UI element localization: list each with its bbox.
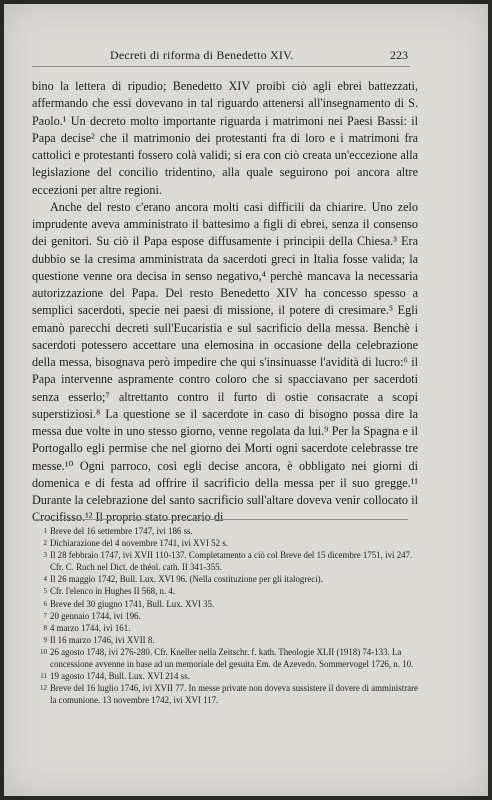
footnote-number: 11 <box>40 672 47 681</box>
footnote-text: 26 agosto 1748, ivi 276-280. Cfr. Kneller nella Zeitschr. f. kath. Theologie XLII (1918) 74-133. La concessione avvenne in base ad un memoriale del gesuita Em. de Azevedo. Sommervogel 1726, n. 10. <box>50 646 414 670</box>
footnote-number: 8 <box>43 623 47 632</box>
main-text <box>32 78 418 527</box>
footnote <box>34 598 418 610</box>
footnote-text: Breve del 16 luglio 1746, ivi XVII 77. In messe private non doveva sussistere il dovere di amministrare la comunione. 13 novembre 1742, ivi XVI 117. <box>50 683 418 706</box>
footnote <box>34 670 418 682</box>
footnote-number: 5 <box>43 587 47 596</box>
book-page <box>4 4 488 796</box>
footnote-number: 9 <box>43 635 47 644</box>
footnote <box>34 646 418 670</box>
footnote <box>34 682 418 706</box>
footnote-text: Il 28 febbraio 1747, ivi XVII 110-137. Completamento a ciò col Breve del 15 dicembre 1751, ivi 247. Cfr. C. Ruch nel Dict. de théol. cath. II 341-355. <box>50 550 413 573</box>
footnote-rule <box>34 519 408 520</box>
footnote <box>34 573 418 585</box>
footnote-text: Breve del 30 giugno 1741, Bull. Lux. XVI 35. <box>50 598 215 609</box>
footnote <box>34 549 418 573</box>
footnote-text: Il 26 maggio 1742, Bull. Lux. XVI 96. (Nella costituzione per gli italogreci). <box>50 574 323 585</box>
footnote <box>34 634 418 646</box>
footnote-text: Il 16 marzo 1746, ivi XVII 8. <box>50 634 155 645</box>
footnote-number: 2 <box>43 539 47 548</box>
footnote-number: 7 <box>43 611 47 620</box>
running-header <box>110 48 408 63</box>
footnote-number: 10 <box>40 647 47 656</box>
paragraph-2: Anche del resto c'erano ancora molti casi difficili da chiarire. Uno zelo imprudente aveva amministrato il battesimo a figli di ebrei, senza il consenso dei genitori. Su ciò il Papa espose diffusamente i principii della Chiesa.³ Era dubbio se la cresima amministrata da sacerdoti greci in Italia fosse valida; la questione venne ora decisa in senso negativo,⁴ perchè mancava la necessaria autorizzazione del Papa. Del resto Benedetto XIV ha concesso spesso a semplici sacerdoti, specie nei paesi di missione, il potere di cresimare.⁵ Egli emanò parecchi decreti sull'Eucaristia e sul sacrificio della messa. Benchè i sacerdoti potessero accettare una elemosina in occasione della celebrazione della messa, bisognava però impedire che qui s'insinuasse l'avidità di lucro:⁶ il Papa intervenne aspramente contro coloro che si spacciavano per sacerdoti senza esserlo;⁷ altrettanto contro il furto di ostie consacrate a scopi superstiziosi.⁸ La questione se il sacerdote in caso di bisogno possa dire la messa due volte in uno stesso giorno, venne regolata da lui.⁹ Per la Spagna e il Portogallo egli permise che nel giorno dei Morti ogni sacerdote celebrasse tre messe.¹⁰ Ogni parroco, così egli decise ancora, è obbligato nei giorni di domenica e di festa ad offrire il sacrificio della messa per il suo gregge.¹¹ Durante la celebrazione del santo sacrificio sull'altare doveva venir collocato il Crocifisso.¹² Il proprio stato precario di <box>32 199 418 525</box>
header-rule <box>32 66 410 67</box>
footnote-text: Breve del 16 settembre 1747, ivi 186 ss. <box>50 526 193 536</box>
footnote-text: Cfr. l'elenco in Hughes II 568, n. 4. <box>50 586 176 597</box>
footnote-text: 4 marzo 1744, ivi 161. <box>50 622 131 633</box>
footnote-text: Dichiarazione del 4 novembre 1741, ivi XVI 52 s. <box>50 538 228 549</box>
footnote-number: 3 <box>43 551 47 560</box>
footnote-text: 19 agosto 1744, Bull. Lux. XVI 214 ss. <box>50 671 190 682</box>
footnote <box>34 525 418 537</box>
footnote <box>34 622 418 634</box>
footnote <box>34 610 418 622</box>
paragraph-1: bino la lettera di ripudio; Benedetto XIV proibì ciò agli ebrei battezzati, affermando che essi dovevano in tal riguardo attenersi all'insegnamento di S. Paolo.¹ Un decreto molto importante riguarda i matrimoni nei Paesi Bassi: il Papa decise² che il matrimonio dei protestanti fra di loro e i matrimoni fra cattolici e protestanti fossero colà validi; si era con ciò creata un'eccezione alla legislazione del concilio tridentino, alla quale seguirono poi ancora altre eccezioni per altre regioni. <box>32 79 418 197</box>
footnote-number: 1 <box>43 527 47 535</box>
footnote <box>34 585 418 597</box>
footnote <box>34 537 418 549</box>
page-number: 223 <box>390 48 408 62</box>
footnote-number: 4 <box>43 575 47 584</box>
footnotes <box>34 525 418 706</box>
footnote-text: 20 gennaio 1744, ivi 196. <box>50 610 141 621</box>
running-title: Decreti di riforma di Benedetto XIV. <box>110 48 294 62</box>
footnote-number: 12 <box>40 684 47 693</box>
footnote-number: 6 <box>43 599 47 608</box>
